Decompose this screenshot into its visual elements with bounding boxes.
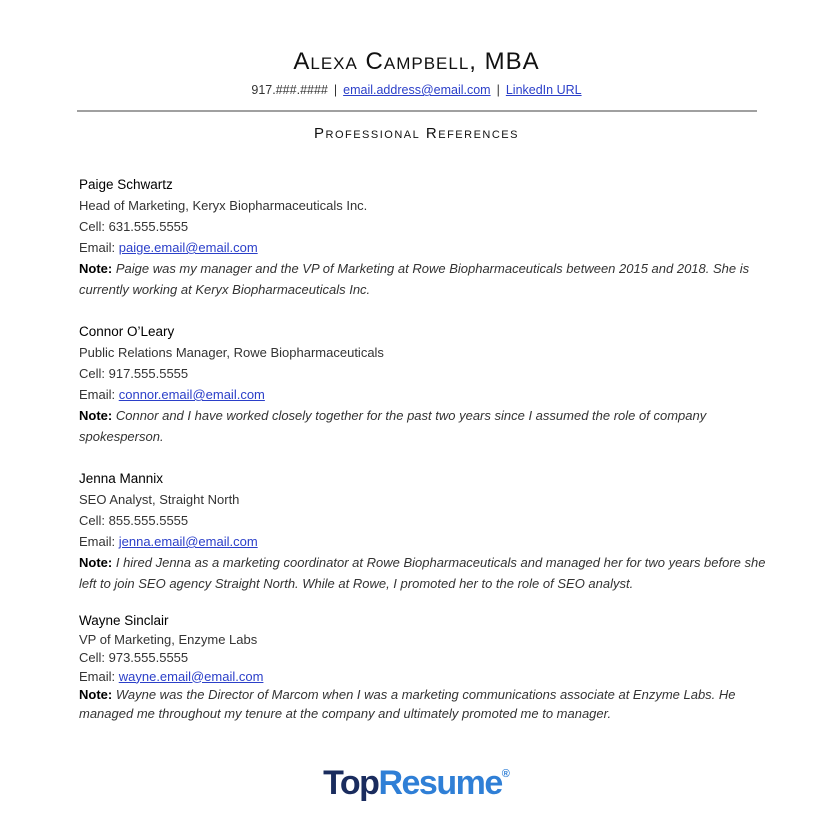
reference-title: Head of Marketing, Keryx Biopharmaceuticals Inc. [79,198,368,213]
reference-note [79,552,769,594]
reference-title: VP of Marketing, Enzyme Labs [79,631,258,647]
reference-name: Paige Schwartz [79,177,173,192]
reference-email-line [79,237,769,258]
phone-number: 917.###.#### [251,83,328,97]
header-divider [77,110,757,112]
note-label: Note: [79,261,113,276]
candidate-name: Alexa Campbell, MBA [293,48,540,75]
reference-entry [79,321,769,447]
contact-email-link[interactable]: email.address@email.com [343,83,491,97]
reference-cell: Cell: 917.555.5555 [79,366,189,381]
reference-name: Wayne Sinclair [79,613,169,628]
reference-note [79,258,769,300]
note-text: Paige was my manager and the VP of Marketing at Rowe Biopharmaceuticals between 2015 and 2018. She is currently working at Keryx Biopharmaceuticals Inc. [79,261,750,297]
reference-email-line [79,531,769,552]
reference-email-link[interactable]: jenna.email@email.com [118,534,258,549]
email-label: Email: [79,387,119,402]
reference-email-link[interactable]: paige.email@email.com [118,240,258,255]
note-label: Note: [79,687,113,702]
reference-entry [79,174,769,300]
reference-entry [79,468,769,594]
reference-cell: Cell: 631.555.5555 [79,219,189,234]
email-label: Email: [79,668,119,684]
reference-name: Connor O’Leary [79,324,175,339]
reference-title: SEO Analyst, Straight North [79,492,240,507]
reference-note [79,686,769,723]
registered-mark: ® [501,768,510,780]
reference-name: Jenna Mannix [79,471,164,486]
reference-cell: Cell: 973.555.5555 [79,650,189,665]
contact-separator: | [496,83,500,97]
reference-title: Public Relations Manager, Rowe Biopharmaceuticals [79,345,384,360]
reference-email-line [79,668,769,687]
contact-separator: | [333,83,338,97]
email-label: Email: [79,534,119,549]
note-text: Wayne was the Director of Marcom when I was a marketing communications associate at Enzyme Labs. He managed me throughout my tenure at the company and ultimately promoted me to manager. [79,687,736,721]
reference-entry [79,612,769,723]
reference-email-link[interactable]: connor.email@email.com [118,387,265,402]
note-label: Note: [79,555,113,570]
note-label: Note: [79,408,113,423]
reference-cell: Cell: 855.555.5555 [79,513,189,528]
reference-email-line [79,384,769,405]
linkedin-link[interactable]: LinkedIn URL [505,83,582,97]
logo-text-top: Top [323,764,379,802]
section-title: Professional References [314,125,519,142]
note-text: I hired Jenna as a marketing coordinator at Rowe Biopharmaceuticals and managed her for two years before she left to join SEO agency Straight North. While at Rowe, I promoted her to the role of SEO analyst. [79,555,766,591]
topresume-logo [0,764,833,803]
reference-note [79,405,769,447]
contact-line [0,83,833,97]
note-text: Connor and I have worked closely together for the past two years since I assumed the role of company spokesperson. [79,408,707,444]
reference-email-link[interactable]: wayne.email@email.com [118,668,264,684]
logo-text-resume: Resume [378,764,502,802]
email-label: Email: [79,240,119,255]
